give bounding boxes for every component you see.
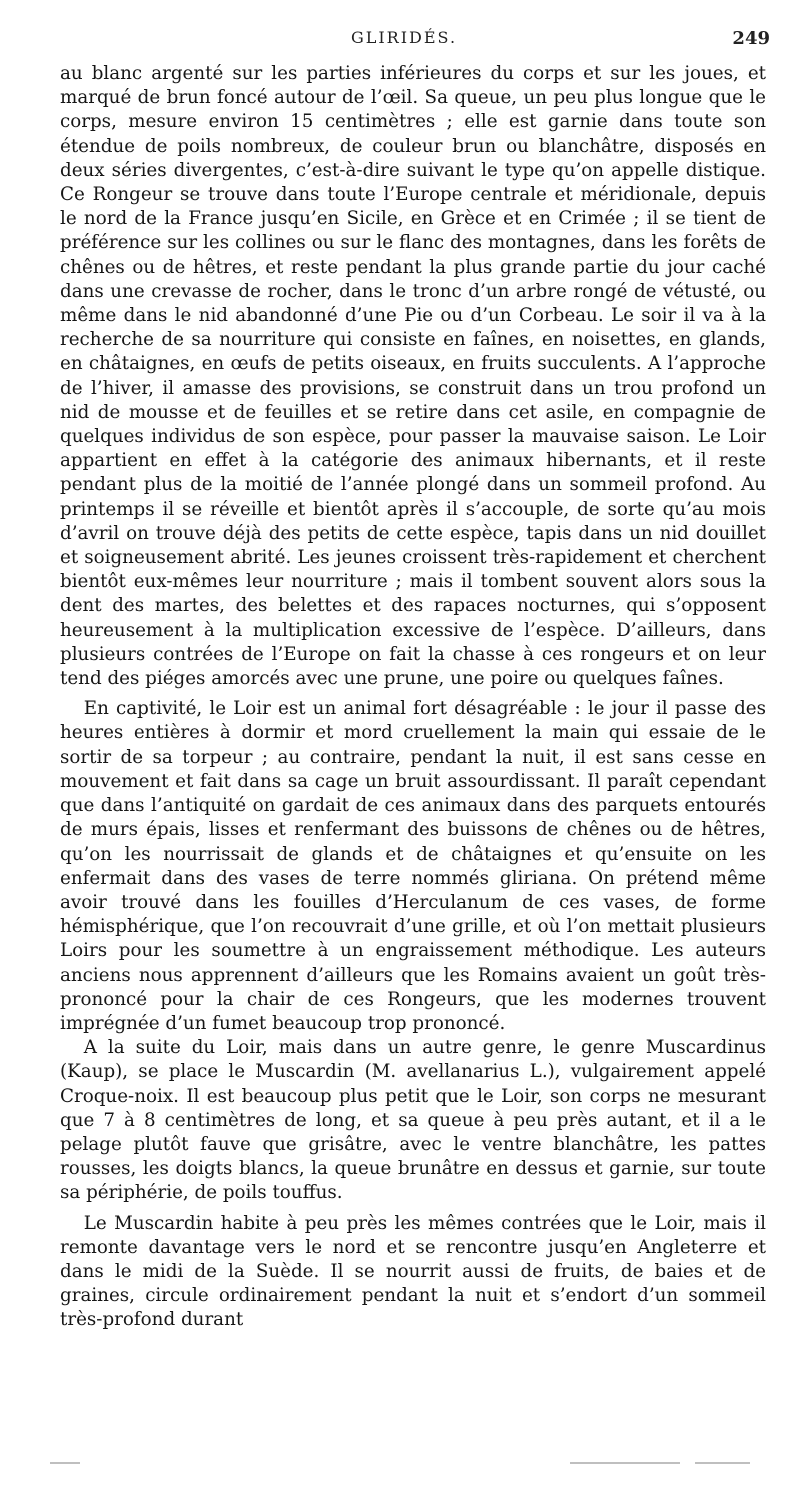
paragraph-muscardin-intro: A la suite du Loir, mais dans un autre genre, le genre Muscardinus (Kaup), se place le Muscardin (M. avellanarius L.), vulgairement appelé Croque-noix. Il est beaucoup plus petit que le Loir, son corps ne mesurant que 7 à 8 centimètres de long, et sa queue à peu près autant, et il a le pelage plutôt fauve que grisâtre, avec le ventre blanchâtre, les pattes rousses, les doigts blancs, la queue brunâtre en dessus et garnie, sur toute sa périphérie, de poils touffus. [60,1037,766,1204]
footer-scan-mark [50,1462,80,1464]
running-head: GLIRIDÉS. [350,28,458,47]
page-footer [50,1444,750,1464]
body-text [60,62,766,1333]
page-header [38,28,770,58]
paragraph-muscardin-habitat: Le Muscardin habite à peu près les mêmes contrées que le Loir, mais il remonte davantage vers le nord et se rencontre jusqu’en Angleterre et dans le midi de la Suède. Il se nourrit aussi de fruits, de baies et de graines, circule ordinairement pendant la nuit et s’endort d’un sommeil très-profond durant [60,1212,766,1331]
footer-scan-mark [570,1462,680,1464]
paragraph-captivity: En captivité, le Loir est un animal fort désagréable : le jour il passe des heures entières à dormir et mord cruellement la main qui essaie de le sortir de sa torpeur ; au contraire, pendant la nuit, il est sans cesse en mouvement et fait dans sa cage un bruit assourdissant. Il paraît cependant que dans l’antiquité on gardait de ces animaux dans des parquets entourés de murs épais, lisses et renfermant des buissons de chênes ou de hêtres, qu’on les nourrissait de glands et de châtaignes et qu’ensuite on les enfermait dans des vases de terre nommés gliriana. On prétend même avoir trouvé dans les fouilles d’Herculanum de ces vases, de forme hémisphérique, que l’on recouvrait d’une grille, et où l’on mettait plusieurs Loirs pour les soumettre à un engraissement méthodique. Les auteurs anciens nous apprennent d’ailleurs que les Romains avaient un goût très-prononcé pour la chair de ces Rongeurs, que les modernes trouvent imprégnée d’un fumet beaucoup trop prononcé. [60,698,766,1034]
paragraph-loir-description: au blanc argenté sur les parties inférieures du corps et sur les joues, et marqué de brun foncé autour de l’œil. Sa queue, un peu plus longue que le corps, mesure environ 15 centimètres ; elle est garnie dans toute son étendue de poils nombreux, de couleur brun ou blanchâtre, disposés en deux séries divergentes, c’est-à-dire suivant le type qu’on appelle distique. Ce Rongeur se trouve dans toute l’Europe centrale et méridionale, depuis le nord de la France jusqu’en Sicile, en Grèce et en Crimée ; il se tient de préférence sur les collines ou sur le flanc des montagnes, dans les forêts de chênes ou de hêtres, et reste pendant la plus grande partie du jour caché dans une crevasse de rocher, dans le tronc d’un arbre rongé de vétusté, ou même dans le nid abandonné d’une Pie ou d’un Corbeau. Le soir il va à la recherche de sa nourriture qui consiste en faînes, en noisettes, en glands, en châtaignes, en œufs de petits oiseaux, en fruits succulents. A l’approche de l’hiver, il amasse des provisions, se construit dans un trou profond un nid de mousse et de feuilles et se retire dans cet asile, en compagnie de quelques individus de son espèce, pour passer la mauvaise saison. Le Loir appartient en effet à la catégorie des animaux hibernants, et il reste pendant plus de la moitié de l’année plongé dans un sommeil profond. Au printemps il se réveille et bientôt après il s’accouple, de sorte qu’au mois d’avril on trouve déjà des petits de cette espèce, tapis dans un nid douillet et soigneusement abrité. Les jeunes croissent très-rapidement et cherchent bientôt eux-mêmes leur nourriture ; mais il tombent souvent alors sous la dent des martes, des belettes et des rapaces nocturnes, qui s’opposent heureusement à la multiplication excessive de l’espèce. D’ailleurs, dans plusieurs contrées de l’Europe on fait la chasse à ces rongeurs et on leur tend des piéges amorcés avec une prune, une poire ou quelques faînes. [60,63,766,690]
page-number: 249 [732,28,770,49]
footer-scan-mark [695,1462,750,1464]
